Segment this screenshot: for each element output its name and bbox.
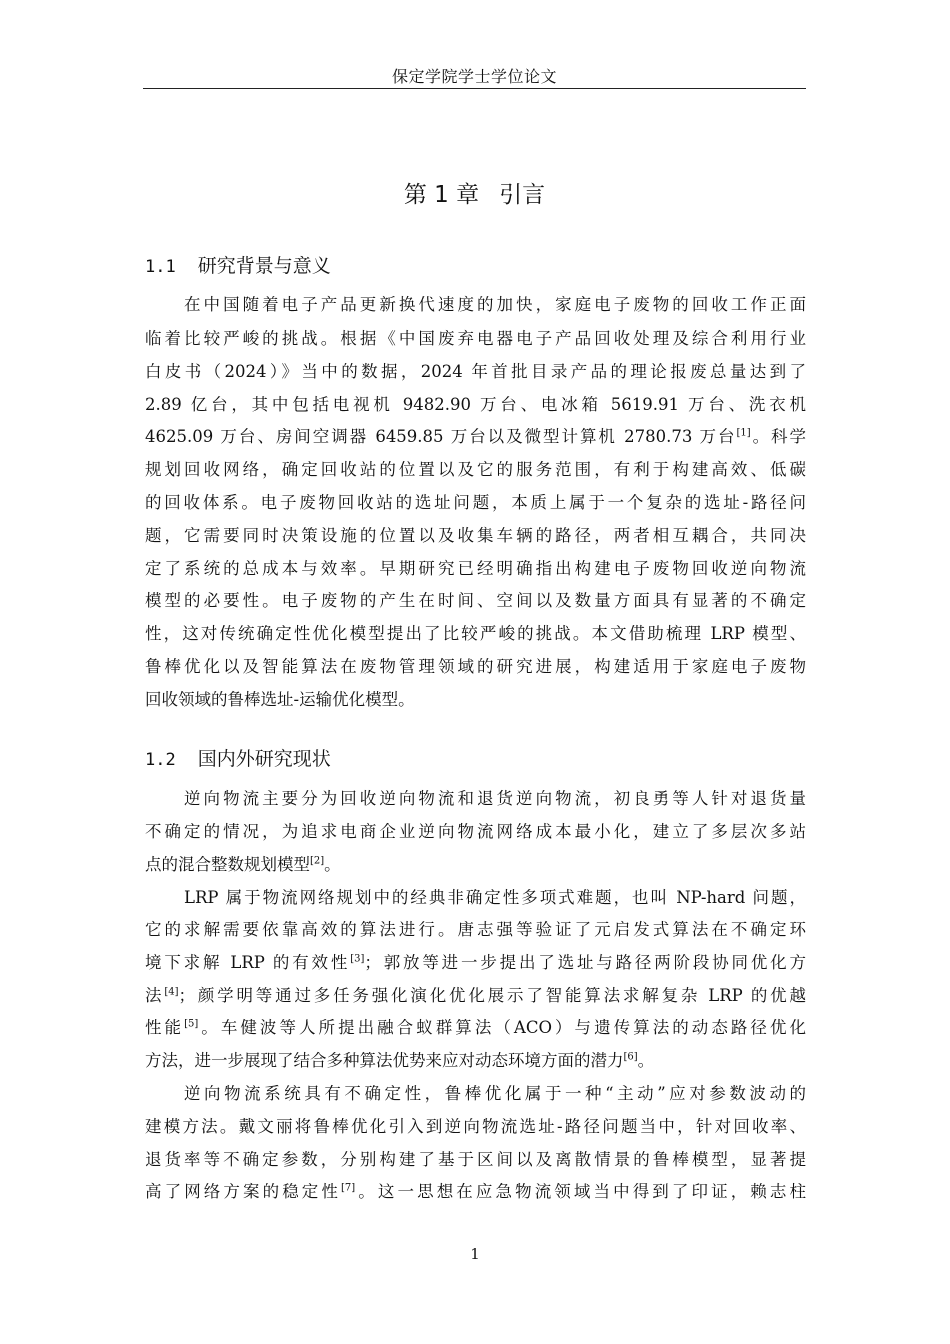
- text-line: 模型的必要性。电子废物的产生在时间、空间以及数量方面具有显著的不确定: [145, 591, 806, 610]
- citation-2: [2]: [310, 855, 325, 867]
- text-run: 性能: [145, 1018, 185, 1037]
- citation-4: [4]: [164, 986, 179, 998]
- chapter-number: 第 1 章: [403, 182, 480, 208]
- text-line: 2.89 亿台，其中包括电视机 9482.90 万台、电冰箱 5619.91 万台、洗衣机: [145, 395, 806, 414]
- text-line: 白皮书（2024）》当中的数据，2024 年首批目录产品的理论报废总量达到了: [145, 362, 806, 381]
- page-number: 1: [470, 1245, 480, 1263]
- citation-5: [5]: [184, 1018, 199, 1030]
- running-header: 保定学院学士学位论文: [391, 67, 557, 86]
- text-line: 规划回收网络，确定回收站的位置以及它的服务范围，有利于构建高效、低碳: [145, 460, 806, 479]
- text-line: 退货率等不确定参数，分别构建了基于区间以及离散情景的鲁棒模型，显著提: [145, 1150, 806, 1169]
- text-line: [145, 424, 806, 450]
- citation-1: [1]: [736, 427, 751, 439]
- text-run: 。: [324, 855, 341, 874]
- text-line: [145, 950, 806, 976]
- section-title: 研究背景与意义: [197, 255, 331, 277]
- section-heading-1-2: [145, 744, 331, 775]
- text-line: 性，这对传统确定性优化模型提出了比较严峻的挑战。本文借助梳理 LRP 模型、: [145, 624, 806, 643]
- text-line: [145, 1048, 806, 1074]
- text-line: [145, 1015, 806, 1041]
- text-line: 定了系统的总成本与效率。早期研究已经明确指出构建电子废物回收逆向物流: [145, 559, 806, 578]
- text-line: 不确定的情况，为追求电商企业逆向物流网络成本最小化，建立了多层次多站: [145, 822, 806, 841]
- text-run: 高了网络方案的稳定性: [145, 1182, 342, 1201]
- text-line: 的回收体系。电子废物回收站的选址问题，本质上属于一个复杂的选址-路径问: [145, 493, 806, 512]
- header-divider: [143, 88, 806, 89]
- chapter-title: [143, 178, 806, 212]
- text-line: 逆向物流系统具有不确定性，鲁棒优化属于一种“主动”应对参数波动的: [184, 1084, 806, 1103]
- text-line: 逆向物流主要分为回收逆向物流和退货逆向物流，初良勇等人针对退货量: [184, 789, 806, 808]
- text-line: 在中国随着电子产品更新换代速度的加快，家庭电子废物的回收工作正面: [184, 295, 806, 314]
- text-run: 法: [145, 986, 165, 1005]
- text-run: 。: [637, 1051, 655, 1070]
- text-run: ；郭放等进一步提出了选址与路径两阶段协同优化方: [364, 953, 807, 972]
- text-run: ；颜学明等通过多任务强化演化优化展示了智能算法求解复杂 LRP 的优越: [178, 986, 806, 1005]
- text-line: LRP 属于物流网络规划中的经典非确定性多项式难题，也叫 NP-hard 问题，: [184, 888, 806, 907]
- section-number: 1.1: [145, 257, 176, 277]
- text-line: 它的求解需要依靠高效的算法进行。唐志强等验证了元启发式算法在不确定环: [145, 920, 806, 939]
- text-line: [145, 983, 806, 1009]
- chapter-heading: 引言: [499, 182, 546, 208]
- section-heading-1-1: [145, 251, 331, 282]
- text-line: 题，它需要同时决策设施的位置以及收集车辆的路径，两者相互耦合，共同决: [145, 526, 806, 545]
- text-line: 建模方法。戴文丽将鲁棒优化引入到逆向物流选址-路径问题当中，针对回收率、: [145, 1117, 806, 1136]
- text-run: 方法，进一步展现了结合多种算法优势来应对动态环境方面的潜力: [145, 1051, 624, 1070]
- text-run: 点的混合整数规划模型: [145, 855, 310, 874]
- section-number: 1.2: [145, 750, 176, 770]
- text-line: 临着比较严峻的挑战。根据《中国废弃电器电子产品回收处理及综合利用行业: [145, 329, 806, 348]
- text-line: [145, 1179, 806, 1205]
- text-line: 鲁棒优化以及智能算法在废物管理领域的研究进展，构建适用于家庭电子废物: [145, 657, 806, 676]
- text-run: 境下求解 LRP 的有效性: [145, 953, 351, 972]
- text-run: 。科学: [750, 427, 807, 446]
- text-run: 。车健波等人所提出融合蚁群算法（ACO）与遗传算法的动态路径优化: [198, 1018, 806, 1037]
- text-line: [145, 852, 806, 878]
- citation-3: [3]: [350, 953, 365, 965]
- citation-7: [7]: [341, 1182, 356, 1194]
- text-line: 回收领域的鲁棒选址-运输优化模型。: [145, 690, 415, 709]
- text-run: 。这一思想在应急物流领域当中得到了印证，赖志柱: [355, 1182, 807, 1201]
- section-title: 国内外研究现状: [197, 748, 331, 770]
- citation-6: [6]: [623, 1051, 638, 1063]
- text-run: 4625.09 万台、房间空调器 6459.85 万台以及微型计算机 2780.73 万台: [145, 427, 737, 446]
